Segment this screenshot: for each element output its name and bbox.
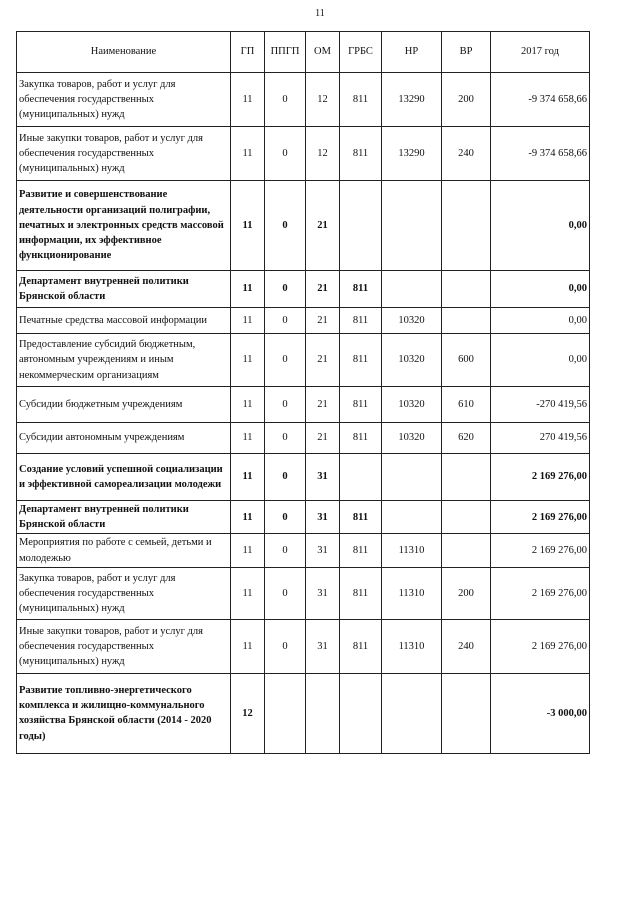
cell-name: Закупка товаров, работ и услуг для обеспечения государственных (муниципальных) нужд (17, 567, 231, 619)
cell-vr (442, 454, 491, 501)
cell-grbs: 811 (340, 567, 382, 619)
cell-ppgp: 0 (265, 387, 306, 423)
cell-nr: 10320 (382, 308, 442, 334)
cell-gp: 11 (231, 501, 265, 534)
header-grbs: ГРБС (340, 32, 382, 73)
cell-om: 21 (306, 334, 340, 387)
cell-amount: 2 169 276,00 (491, 619, 590, 673)
cell-amount: 0,00 (491, 334, 590, 387)
table-row (17, 673, 590, 753)
cell-nr (382, 673, 442, 753)
cell-nr (382, 454, 442, 501)
table-row (17, 271, 590, 308)
cell-ppgp: 0 (265, 181, 306, 271)
cell-ppgp: 0 (265, 127, 306, 181)
cell-nr: 13290 (382, 127, 442, 181)
cell-nr: 11310 (382, 534, 442, 567)
cell-ppgp: 0 (265, 271, 306, 308)
cell-ppgp (265, 673, 306, 753)
cell-grbs: 811 (340, 308, 382, 334)
cell-ppgp: 0 (265, 619, 306, 673)
cell-gp: 11 (231, 181, 265, 271)
cell-ppgp: 0 (265, 334, 306, 387)
page-number: 11 (315, 8, 325, 19)
cell-vr (442, 501, 491, 534)
cell-vr (442, 534, 491, 567)
cell-ppgp: 0 (265, 567, 306, 619)
cell-grbs: 811 (340, 334, 382, 387)
table-row (17, 423, 590, 454)
cell-name: Субсидии бюджетным учреждениям (17, 387, 231, 423)
cell-name: Развитие топливно-энергетического комплекса и жилищно-коммунального хозяйства Брянской области (2014 - 2020 годы) (17, 673, 231, 753)
cell-amount: 2 169 276,00 (491, 567, 590, 619)
table-body (17, 73, 590, 754)
header-om: ОМ (306, 32, 340, 73)
cell-vr: 240 (442, 127, 491, 181)
cell-om: 21 (306, 308, 340, 334)
cell-om (306, 673, 340, 753)
cell-om: 31 (306, 619, 340, 673)
table-row (17, 308, 590, 334)
cell-vr (442, 271, 491, 308)
header-ppgp: ППГП (265, 32, 306, 73)
cell-grbs: 811 (340, 127, 382, 181)
table-row (17, 127, 590, 181)
cell-amount: 270 419,56 (491, 423, 590, 454)
cell-name: Печатные средства массовой информации (17, 308, 231, 334)
cell-nr (382, 271, 442, 308)
header-year: 2017 год (491, 32, 590, 73)
cell-grbs (340, 673, 382, 753)
cell-om: 21 (306, 423, 340, 454)
cell-amount: 0,00 (491, 181, 590, 271)
cell-gp: 11 (231, 387, 265, 423)
cell-vr: 620 (442, 423, 491, 454)
cell-gp: 11 (231, 334, 265, 387)
cell-grbs: 811 (340, 534, 382, 567)
cell-ppgp: 0 (265, 454, 306, 501)
cell-name: Предоставление субсидий бюджетным, автономным учреждениям и иным некоммерческим организациям (17, 334, 231, 387)
cell-om: 21 (306, 271, 340, 308)
header-vr: ВР (442, 32, 491, 73)
cell-om: 31 (306, 501, 340, 534)
cell-grbs: 811 (340, 271, 382, 308)
cell-ppgp: 0 (265, 73, 306, 127)
cell-ppgp: 0 (265, 501, 306, 534)
cell-gp: 11 (231, 127, 265, 181)
cell-amount: 0,00 (491, 271, 590, 308)
cell-amount: 2 169 276,00 (491, 534, 590, 567)
budget-table (16, 31, 590, 754)
cell-om: 31 (306, 454, 340, 501)
cell-grbs (340, 181, 382, 271)
cell-amount: -9 374 658,66 (491, 127, 590, 181)
cell-grbs: 811 (340, 619, 382, 673)
cell-om: 12 (306, 127, 340, 181)
table-header-row (17, 32, 590, 73)
cell-om: 12 (306, 73, 340, 127)
cell-vr: 200 (442, 73, 491, 127)
cell-name: Мероприятия по работе с семьей, детьми и молодежью (17, 534, 231, 567)
cell-ppgp: 0 (265, 423, 306, 454)
table-row (17, 534, 590, 567)
cell-nr: 11310 (382, 619, 442, 673)
header-name: Наименование (17, 32, 231, 73)
cell-amount: -270 419,56 (491, 387, 590, 423)
cell-gp: 11 (231, 423, 265, 454)
cell-vr: 610 (442, 387, 491, 423)
cell-grbs: 811 (340, 387, 382, 423)
table-row (17, 619, 590, 673)
cell-grbs: 811 (340, 501, 382, 534)
table-row (17, 567, 590, 619)
cell-amount: 2 169 276,00 (491, 454, 590, 501)
header-gp: ГП (231, 32, 265, 73)
cell-vr: 240 (442, 619, 491, 673)
cell-name: Иные закупки товаров, работ и услуг для обеспечения государственных (муниципальных) нужд (17, 619, 231, 673)
cell-amount: 2 169 276,00 (491, 501, 590, 534)
cell-grbs: 811 (340, 73, 382, 127)
cell-nr: 10320 (382, 334, 442, 387)
table-row (17, 181, 590, 271)
cell-ppgp: 0 (265, 534, 306, 567)
cell-gp: 12 (231, 673, 265, 753)
cell-name: Субсидии автономным учреждениям (17, 423, 231, 454)
cell-vr (442, 308, 491, 334)
cell-grbs (340, 454, 382, 501)
table-row (17, 73, 590, 127)
cell-name: Закупка товаров, работ и услуг для обеспечения государственных (муниципальных) нужд (17, 73, 231, 127)
cell-gp: 11 (231, 271, 265, 308)
cell-nr (382, 501, 442, 534)
table-row (17, 501, 590, 534)
cell-gp: 11 (231, 619, 265, 673)
cell-grbs: 811 (340, 423, 382, 454)
cell-name: Создание условий успешной социализации и эффективной самореализации молодежи (17, 454, 231, 501)
cell-nr: 10320 (382, 423, 442, 454)
cell-om: 21 (306, 387, 340, 423)
cell-om: 31 (306, 567, 340, 619)
cell-gp: 11 (231, 73, 265, 127)
cell-nr: 10320 (382, 387, 442, 423)
cell-vr: 600 (442, 334, 491, 387)
cell-vr: 200 (442, 567, 491, 619)
cell-ppgp: 0 (265, 308, 306, 334)
cell-amount: -3 000,00 (491, 673, 590, 753)
cell-gp: 11 (231, 454, 265, 501)
cell-amount: -9 374 658,66 (491, 73, 590, 127)
cell-om: 21 (306, 181, 340, 271)
cell-nr: 13290 (382, 73, 442, 127)
header-nr: НР (382, 32, 442, 73)
cell-amount: 0,00 (491, 308, 590, 334)
cell-nr (382, 181, 442, 271)
cell-gp: 11 (231, 308, 265, 334)
cell-name: Департамент внутренней политики Брянской области (17, 501, 231, 534)
cell-name: Иные закупки товаров, работ и услуг для обеспечения государственных (муниципальных) нужд (17, 127, 231, 181)
cell-name: Департамент внутренней политики Брянской области (17, 271, 231, 308)
cell-vr (442, 673, 491, 753)
cell-om: 31 (306, 534, 340, 567)
table-row (17, 454, 590, 501)
cell-name: Развитие и совершенствование деятельности организаций полиграфии, печатных и электронных средств массовой информации, их эффективное функционирование (17, 181, 231, 271)
cell-vr (442, 181, 491, 271)
cell-nr: 11310 (382, 567, 442, 619)
cell-gp: 11 (231, 567, 265, 619)
cell-gp: 11 (231, 534, 265, 567)
table-row (17, 387, 590, 423)
table-row (17, 334, 590, 387)
